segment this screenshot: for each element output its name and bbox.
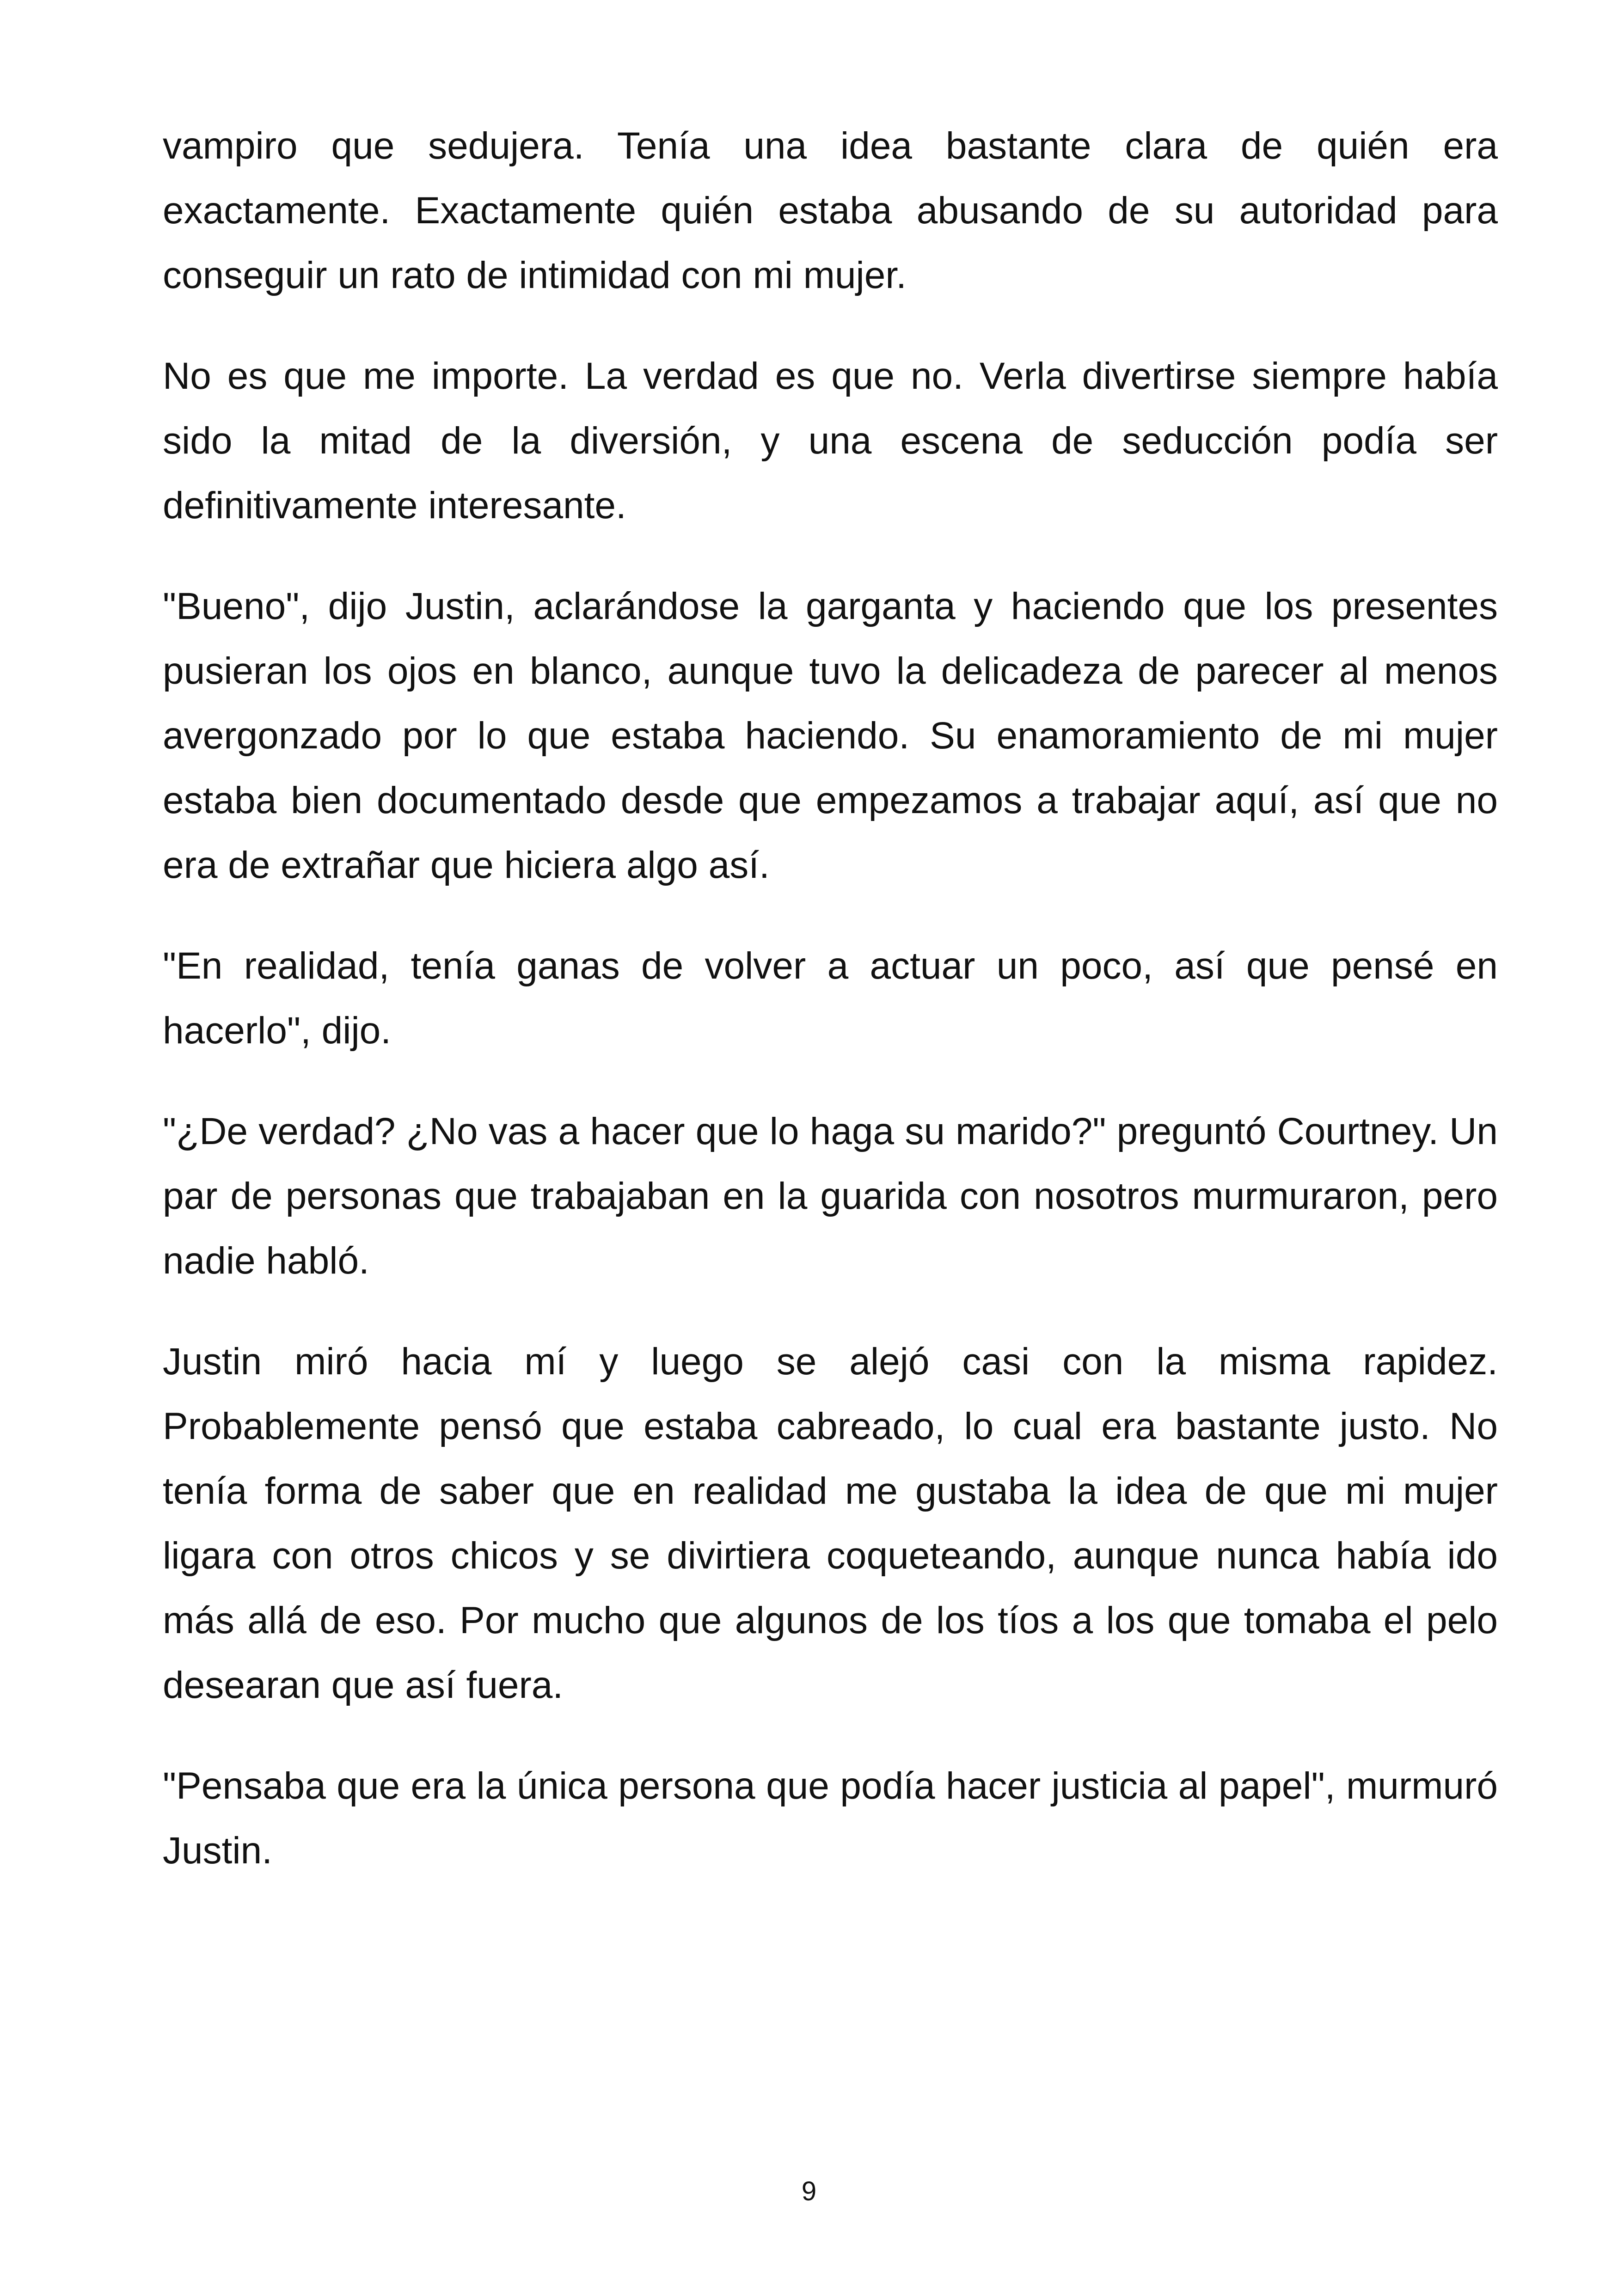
paragraph: "¿De verdad? ¿No vas a hacer que lo haga su marido?" preguntó Courtney. Un par de personas que trabajaban en la guarida con nosotros murmuraron, pero nadie habló.	[163, 1110, 1498, 1282]
paragraph: vampiro que sedujera. Tenía una idea bastante clara de quién era exactamente. Exactamente quién estaba abusando de su autoridad para conseguir un rato de intimidad con mi mujer.	[163, 125, 1498, 296]
text-body	[163, 114, 1498, 1919]
paragraph: "Pensaba que era la única persona que podía hacer justicia al papel", murmuró Justin.	[163, 1765, 1498, 1872]
paragraph: "En realidad, tenía ganas de volver a actuar un poco, así que pensé en hacerlo", dijo.	[163, 945, 1498, 1052]
page-number: 9	[801, 2176, 817, 2206]
paragraph: Justin miró hacia mí y luego se alejó casi con la misma rapidez. Probablemente pensó que estaba cabreado, lo cual era bastante justo. No tenía forma de saber que en realidad me gustaba la idea de que mi mujer ligara con otros chicos y se divirtiera coqueteando, aunque nunca había ido más allá de eso. Por mucho que algunos de los tíos a los que tomaba el pelo desearan que así fuera.	[163, 1341, 1498, 1706]
paragraph: "Bueno", dijo Justin, aclarándose la garganta y haciendo que los presentes pusieran los ojos en blanco, aunque tuvo la delicadeza de parecer al menos avergonzado por lo que estaba haciendo. Su enamoramiento de mi mujer estaba bien documentado desde que empezamos a trabajar aquí, así que no era de extrañar que hiciera algo así.	[163, 585, 1498, 886]
paragraph: No es que me importe. La verdad es que no. Verla divertirse siempre había sido la mitad de la diversión, y una escena de seducción podía ser definitivamente interesante.	[163, 355, 1498, 527]
